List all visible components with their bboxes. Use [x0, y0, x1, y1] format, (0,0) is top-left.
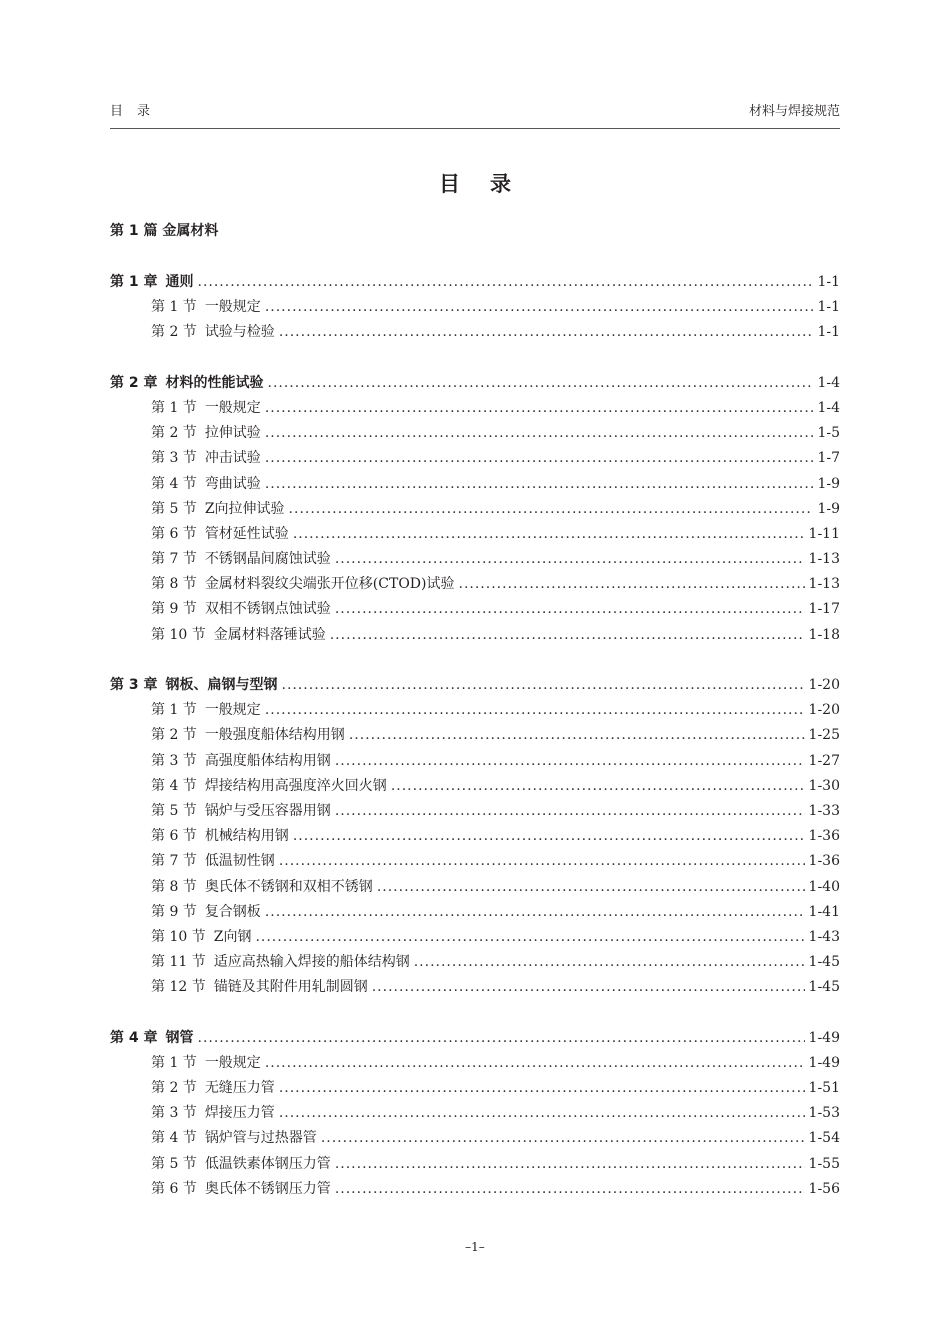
section-page-number: 1-25 [808, 727, 840, 744]
section-page-number: 1-7 [817, 450, 840, 467]
section-page-number: 1-11 [808, 525, 840, 542]
section-number: 第 8 节 [151, 878, 197, 895]
toc-section-row[interactable] [110, 1177, 840, 1202]
section-page-number: 1-40 [808, 878, 840, 895]
dot-leader [279, 849, 805, 874]
header-right: 材料与焊接规范 [748, 104, 840, 119]
toc-section-row[interactable] [110, 522, 840, 547]
running-header [110, 98, 840, 129]
section-page-number: 1-4 [817, 399, 840, 416]
dot-leader [265, 396, 814, 421]
section-number: 第 9 节 [151, 601, 197, 618]
section-number: 第 10 节 [151, 928, 206, 945]
section-number: 第 1 节 [151, 702, 197, 719]
section-number: 第 12 节 [151, 979, 206, 996]
section-page-number: 1-27 [808, 752, 840, 769]
chapter-label [110, 270, 194, 295]
section-number: 第 2 节 [151, 425, 197, 442]
section-label [151, 875, 373, 900]
section-title: 一般规定 [204, 1054, 261, 1071]
section-page-number: 1-17 [808, 601, 840, 618]
section-page-number: 1-20 [808, 702, 840, 719]
toc-section-row[interactable] [110, 950, 840, 975]
dot-leader [265, 698, 805, 723]
dot-leader [335, 1152, 805, 1177]
dot-leader [268, 371, 814, 396]
dot-leader [265, 472, 814, 497]
toc-section-row[interactable] [110, 472, 840, 497]
section-label [151, 1177, 331, 1202]
section-number: 第 2 节 [151, 324, 197, 341]
section-number: 第 3 节 [151, 752, 197, 769]
dot-leader [459, 572, 805, 597]
page-title: 目录 [439, 172, 541, 196]
toc-section-row[interactable] [110, 849, 840, 874]
section-title: 金属材料落锤试验 [213, 626, 326, 643]
chapter-spacer [110, 648, 840, 673]
dot-leader [335, 749, 805, 774]
section-label [151, 472, 261, 497]
section-label [151, 421, 261, 446]
section-number: 第 2 节 [151, 1080, 197, 1096]
section-title: 适应高热输入焊接的船体结构钢 [213, 954, 410, 971]
toc-section-row[interactable] [110, 799, 840, 824]
toc-section-row[interactable] [110, 396, 840, 421]
chapter-page-number: 1-49 [808, 1029, 840, 1046]
section-label [151, 1051, 261, 1076]
section-number: 第 5 节 [151, 802, 197, 819]
section-page-number: 1-45 [808, 979, 840, 996]
section-page-number: 1-33 [808, 802, 840, 819]
chapter-number: 第 3 章 [110, 677, 158, 693]
dot-leader [321, 1126, 805, 1151]
section-title: 冲击试验 [204, 450, 261, 467]
dot-leader [198, 1026, 805, 1051]
section-number: 第 1 节 [151, 1054, 197, 1071]
dot-leader [293, 522, 805, 547]
toc-chapter-row[interactable] [110, 1026, 840, 1051]
section-page-number: 1-43 [808, 928, 840, 945]
section-title: 复合钢板 [204, 903, 261, 920]
section-number: 第 4 节 [151, 777, 197, 794]
toc-section-row[interactable] [110, 723, 840, 748]
dot-leader [265, 295, 814, 320]
dot-leader [372, 975, 805, 1000]
dot-leader [414, 950, 805, 975]
section-title: 一般规定 [204, 702, 261, 719]
section-title: Z向钢 [213, 928, 252, 945]
section-number: 第 1 节 [151, 299, 197, 316]
toc-section-row[interactable] [110, 749, 840, 774]
table-of-contents [110, 270, 840, 1202]
section-label [151, 1126, 317, 1151]
section-number: 第 6 节 [151, 1180, 197, 1197]
section-page-number: 1-53 [808, 1105, 840, 1122]
chapter-label [110, 371, 264, 396]
chapter-page-number: 1-1 [817, 274, 840, 290]
dot-leader [255, 925, 804, 950]
section-label [151, 950, 410, 975]
section-title: 高强度船体结构用钢 [204, 752, 331, 769]
section-label [151, 396, 261, 421]
section-page-number: 1-13 [808, 576, 840, 593]
section-title: 低温韧性钢 [204, 853, 275, 870]
chapter-page-number: 1-4 [817, 374, 840, 391]
toc-section-row[interactable] [110, 1152, 840, 1177]
section-title: 试验与检验 [204, 324, 275, 341]
section-title: 拉伸试验 [204, 425, 261, 442]
toc-section-row[interactable] [110, 446, 840, 471]
section-page-number: 1-49 [808, 1054, 840, 1071]
toc-section-row[interactable] [110, 421, 840, 446]
section-number: 第 2 节 [151, 727, 197, 744]
dot-leader [335, 799, 805, 824]
chapter-title: 钢板、扁钢与型钢 [165, 677, 278, 693]
section-label [151, 295, 261, 320]
header-left: 目录 [110, 104, 165, 119]
section-number: 第 7 节 [151, 551, 197, 568]
dot-leader [265, 900, 805, 925]
toc-section-row[interactable] [110, 1051, 840, 1076]
toc-section-row[interactable] [110, 975, 840, 1000]
chapter-number: 第 1 章 [110, 274, 158, 290]
section-label [151, 1101, 275, 1126]
toc-section-row[interactable] [110, 547, 840, 572]
dot-leader [289, 497, 814, 522]
part-heading: 第 1 篇 金属材料 [110, 223, 219, 239]
section-number: 第 11 节 [151, 954, 206, 971]
section-page-number: 1-13 [808, 551, 840, 568]
chapter-label [110, 1026, 194, 1051]
section-title: Z向拉伸试验 [204, 500, 285, 517]
section-number: 第 6 节 [151, 525, 197, 542]
section-label [151, 547, 331, 572]
dot-leader [265, 446, 814, 471]
section-title: 一般规定 [204, 399, 261, 416]
section-number: 第 4 节 [151, 475, 197, 492]
section-title: 一般规定 [204, 299, 261, 316]
dot-leader [198, 270, 814, 295]
section-page-number: 1-9 [817, 475, 840, 492]
toc-section-row[interactable] [110, 824, 840, 849]
dot-leader [391, 774, 805, 799]
section-label [151, 799, 331, 824]
section-label [151, 723, 345, 748]
section-number: 第 3 节 [151, 450, 197, 467]
section-label [151, 849, 275, 874]
section-page-number: 1-5 [817, 425, 840, 442]
toc-section-row[interactable] [110, 925, 840, 950]
section-title: 金属材料裂纹尖端张开位移(CTOD)试验 [204, 576, 455, 593]
toc-section-row[interactable] [110, 774, 840, 799]
section-label [151, 446, 261, 471]
section-page-number: 1-1 [817, 324, 840, 341]
section-label [151, 925, 251, 950]
toc-section-row[interactable] [110, 698, 840, 723]
section-page-number: 1-36 [808, 853, 840, 870]
section-label [151, 1076, 275, 1101]
section-title: 不锈钢晶间腐蚀试验 [204, 551, 331, 568]
section-label [151, 749, 331, 774]
section-label [151, 522, 289, 547]
dot-leader [265, 1051, 805, 1076]
section-label [151, 320, 275, 345]
toc-section-row[interactable] [110, 295, 840, 320]
dot-leader [265, 421, 814, 446]
section-number: 第 1 节 [151, 399, 197, 416]
section-title: 焊接结构用高强度淬火回火钢 [204, 777, 387, 794]
chapter-page-number: 1-20 [808, 677, 840, 693]
section-page-number: 1-54 [808, 1130, 840, 1147]
section-page-number: 1-9 [817, 500, 840, 517]
section-label [151, 597, 331, 622]
dot-leader [279, 320, 814, 345]
section-title: 弯曲试验 [204, 475, 261, 492]
dot-leader [349, 723, 805, 748]
section-number: 第 7 节 [151, 853, 197, 870]
section-label [151, 623, 326, 648]
toc-section-row[interactable] [110, 597, 840, 622]
section-page-number: 1-41 [808, 903, 840, 920]
page-number: –1– [465, 1240, 485, 1254]
section-label [151, 824, 289, 849]
section-page-number: 1-30 [808, 777, 840, 794]
section-label [151, 572, 455, 597]
section-number: 第 4 节 [151, 1130, 197, 1147]
section-number: 第 5 节 [151, 500, 197, 517]
toc-section-row[interactable] [110, 320, 840, 345]
toc-section-row[interactable] [110, 1126, 840, 1151]
toc-section-row[interactable] [110, 1076, 840, 1101]
section-page-number: 1-18 [808, 626, 840, 643]
dot-leader [282, 673, 805, 698]
chapter-spacer [110, 346, 840, 371]
section-number: 第 3 节 [151, 1105, 197, 1122]
section-label [151, 1152, 331, 1177]
section-title: 锅炉管与过热器管 [204, 1130, 317, 1147]
toc-section-row[interactable] [110, 875, 840, 900]
section-number: 第 9 节 [151, 903, 197, 920]
section-number: 第 8 节 [151, 576, 197, 593]
section-label [151, 774, 387, 799]
section-title: 一般强度船体结构用钢 [204, 727, 345, 744]
toc-section-row[interactable] [110, 572, 840, 597]
section-label [151, 497, 285, 522]
section-page-number: 1-45 [808, 954, 840, 971]
toc-chapter-row[interactable] [110, 270, 840, 295]
dot-leader [335, 547, 805, 572]
toc-section-row[interactable] [110, 900, 840, 925]
section-title: 锅炉与受压容器用钢 [204, 802, 331, 819]
chapter-label [110, 673, 278, 698]
section-label [151, 975, 368, 1000]
section-page-number: 1-55 [808, 1155, 840, 1172]
chapter-title: 材料的性能试验 [165, 374, 264, 391]
section-title: 奥氏体不锈钢压力管 [204, 1180, 331, 1197]
chapter-number: 第 4 章 [110, 1029, 158, 1046]
section-number: 第 6 节 [151, 828, 197, 845]
dot-leader [330, 623, 805, 648]
toc-chapter-row[interactable] [110, 371, 840, 396]
toc-section-row[interactable] [110, 623, 840, 648]
section-title: 低温铁素体钢压力管 [204, 1155, 331, 1172]
toc-section-row[interactable] [110, 497, 840, 522]
dot-leader [335, 597, 805, 622]
dot-leader [279, 1101, 805, 1126]
chapter-number: 第 2 章 [110, 374, 158, 391]
section-label [151, 698, 261, 723]
section-title: 无缝压力管 [204, 1080, 275, 1096]
dot-leader [377, 875, 805, 900]
section-title: 机械结构用钢 [204, 828, 289, 845]
section-page-number: 1-36 [808, 828, 840, 845]
section-title: 奥氏体不锈钢和双相不锈钢 [204, 878, 373, 895]
dot-leader [293, 824, 805, 849]
section-title: 双相不锈钢点蚀试验 [204, 601, 331, 618]
section-number: 第 10 节 [151, 626, 206, 643]
chapter-title: 钢管 [165, 1029, 194, 1046]
toc-chapter-row[interactable] [110, 673, 840, 698]
chapter-spacer [110, 1000, 840, 1025]
dot-leader [279, 1076, 805, 1101]
section-number: 第 5 节 [151, 1155, 197, 1172]
section-title: 锚链及其附件用轧制圆钢 [213, 979, 368, 996]
section-page-number: 1-1 [817, 299, 840, 316]
section-page-number: 1-56 [808, 1180, 840, 1197]
section-page-number: 1-51 [808, 1080, 840, 1096]
section-label [151, 900, 261, 925]
chapter-title: 通则 [165, 274, 194, 290]
toc-section-row[interactable] [110, 1101, 840, 1126]
section-title: 焊接压力管 [204, 1105, 275, 1122]
section-title: 管材延性试验 [204, 525, 289, 542]
dot-leader [335, 1177, 805, 1202]
